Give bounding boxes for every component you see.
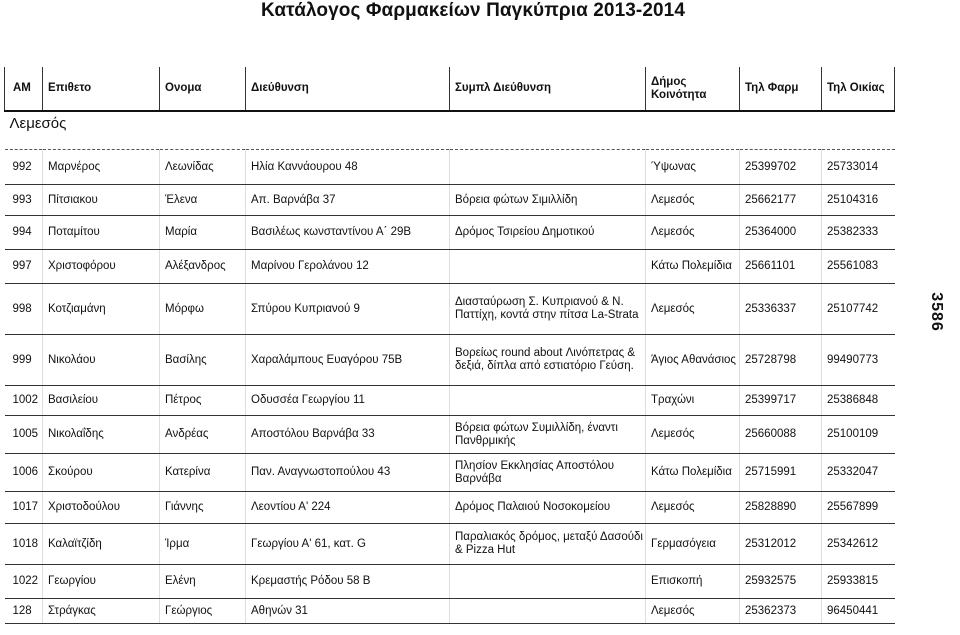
cell-am: 993 [5, 185, 43, 216]
cell-name: Ανδρέας [160, 416, 246, 454]
cell-surname: Χριστοφόρου [43, 250, 160, 284]
cell-tel-pharmacy: 25932575 [740, 565, 822, 599]
cell-name: Λεωνίδας [160, 150, 246, 185]
document-title: Κατάλογος Φαρμακείων Παγκύπρια 2013-2014 [260, 0, 685, 21]
table-row [5, 454, 895, 492]
cell-municipality: Κάτω Πολεμίδια [646, 454, 740, 492]
cell-municipality: Λεμεσός [646, 599, 740, 624]
pharmacy-table [4, 67, 895, 624]
cell-tel-pharmacy: 25662177 [740, 185, 822, 216]
cell-am: 1006 [5, 454, 43, 492]
cell-tel-home: 96450441 [822, 599, 895, 624]
cell-tel-pharmacy: 25364000 [740, 216, 822, 250]
cell-tel-home: 25382333 [822, 216, 895, 250]
table-row [5, 416, 895, 454]
cell-name: Μόρφω [160, 284, 246, 335]
cell-address: Μαρίνου Γερολάνου 12 [246, 250, 450, 284]
cell-municipality: Ύψωνας [646, 150, 740, 185]
cell-address: Λεοντίου Α' 224 [246, 492, 450, 524]
cell-am: 1005 [5, 416, 43, 454]
cell-tel-home: 25386848 [822, 386, 895, 416]
cell-name: Γεώργιος [160, 599, 246, 624]
cell-extra-address: Παραλιακός δρόμος, μεταξύ Δασούδι & Pizza Hut [450, 524, 646, 565]
cell-address: Κρεμαστής Ρόδου 58 Β [246, 565, 450, 599]
cell-am: 1022 [5, 565, 43, 599]
cell-address: Ηλία Καννάουρου 48 [246, 150, 450, 185]
cell-tel-home: 25933815 [822, 565, 895, 599]
cell-tel-pharmacy: 25312012 [740, 524, 822, 565]
cell-tel-home: 99490773 [822, 335, 895, 386]
cell-address: Παν. Αναγνωστοπούλου 43 [246, 454, 450, 492]
cell-address: Γεωργίου Α' 61, κατ. G [246, 524, 450, 565]
cell-tel-pharmacy: 25715991 [740, 454, 822, 492]
column-header-tel-home: Τηλ Οικίας [822, 67, 895, 111]
cell-municipality: Λεμεσός [646, 492, 740, 524]
section-title: Λεμεσός [5, 111, 895, 150]
cell-name: Γιάννης [160, 492, 246, 524]
table-row [5, 150, 895, 185]
table-row [5, 185, 895, 216]
cell-surname: Νικολαΐδης [43, 416, 160, 454]
cell-address: Αθηνών 31 [246, 599, 450, 624]
cell-municipality: Τραχώνι [646, 386, 740, 416]
table-row [5, 386, 895, 416]
column-header-municipality: Δήμος Κοινότητα [646, 67, 740, 111]
table-row [5, 335, 895, 386]
cell-municipality: Επισκοπή [646, 565, 740, 599]
cell-name: Ίρμα [160, 524, 246, 565]
cell-tel-pharmacy: 25399717 [740, 386, 822, 416]
cell-address: Βασιλέως κωνσταντίνου Α΄ 29Β [246, 216, 450, 250]
section-row [5, 111, 895, 150]
cell-name: Έλενα [160, 185, 246, 216]
cell-address: Απ. Βαρνάβα 37 [246, 185, 450, 216]
cell-extra-address: Δρόμος Παλαιού Νοσοκομείου [450, 492, 646, 524]
table-row [5, 250, 895, 284]
table-row [5, 284, 895, 335]
cell-tel-home: 25733014 [822, 150, 895, 185]
cell-municipality: Λεμεσός [646, 416, 740, 454]
cell-name: Πέτρος [160, 386, 246, 416]
cell-extra-address: Διασταύρωση Σ. Κυπριανού & Ν. Παττίχη, κοντά στην πίτσα La-Strata [450, 284, 646, 335]
cell-extra-address [450, 250, 646, 284]
cell-municipality: Λεμεσός [646, 216, 740, 250]
cell-municipality: Άγιος Αθανάσιος [646, 335, 740, 386]
cell-tel-home: 25332047 [822, 454, 895, 492]
column-header-extra-address: Συμπλ Διεύθυνση [450, 67, 646, 111]
cell-extra-address: Βόρεια φώτων Συμιλλίδη, έναντι Πανθρμικής [450, 416, 646, 454]
cell-surname: Πίτσιακου [43, 185, 160, 216]
column-header-name: Ονομα [160, 67, 246, 111]
cell-surname: Μαρνέρος [43, 150, 160, 185]
cell-extra-address [450, 599, 646, 624]
cell-tel-home: 25561083 [822, 250, 895, 284]
cell-name: Ελένη [160, 565, 246, 599]
column-header-tel-pharmacy: Τηλ Φαρμ [740, 67, 822, 111]
cell-surname: Στράγκας [43, 599, 160, 624]
cell-address: Αποστόλου Βαρνάβα 33 [246, 416, 450, 454]
cell-am: 1018 [5, 524, 43, 565]
cell-am: 999 [5, 335, 43, 386]
cell-surname: Σκούρου [43, 454, 160, 492]
cell-tel-home: 25104316 [822, 185, 895, 216]
cell-tel-pharmacy: 25661101 [740, 250, 822, 284]
cell-surname: Νικολάου [43, 335, 160, 386]
column-header-address: Διεύθυνση [246, 67, 450, 111]
cell-municipality: Κάτω Πολεμίδια [646, 250, 740, 284]
cell-am: 997 [5, 250, 43, 284]
cell-address: Σπύρου Κυπριανού 9 [246, 284, 450, 335]
cell-am: 992 [5, 150, 43, 185]
cell-am: 998 [5, 284, 43, 335]
cell-tel-home: 25107742 [822, 284, 895, 335]
cell-extra-address [450, 150, 646, 185]
cell-tel-pharmacy: 25660088 [740, 416, 822, 454]
cell-address: Χαραλάμπους Ευαγόρου 75Β [246, 335, 450, 386]
cell-tel-home: 25342612 [822, 524, 895, 565]
cell-extra-address: Βόρεια φώτων Σιμιλλίδη [450, 185, 646, 216]
table-row [5, 599, 895, 624]
cell-tel-pharmacy: 25728798 [740, 335, 822, 386]
table-row [5, 216, 895, 250]
cell-extra-address [450, 565, 646, 599]
page-number: 3586 [928, 292, 945, 332]
cell-am: 1017 [5, 492, 43, 524]
column-header-surname: Επιθετο [43, 67, 160, 111]
cell-name: Μαρία [160, 216, 246, 250]
cell-am: 994 [5, 216, 43, 250]
cell-name: Βασίλης [160, 335, 246, 386]
cell-surname: Καλαϊτζίδη [43, 524, 160, 565]
cell-extra-address: Βορείως round about Λινόπετρας & δεξιά, δίπλα από εστιατόριο Γεύση. [450, 335, 646, 386]
cell-tel-pharmacy: 25399702 [740, 150, 822, 185]
cell-surname: Γεωργίου [43, 565, 160, 599]
cell-name: Αλέξανδρος [160, 250, 246, 284]
cell-extra-address: Δρόμος Τσιρείου Δημοτικού [450, 216, 646, 250]
cell-am: 1002 [5, 386, 43, 416]
cell-tel-pharmacy: 25362373 [740, 599, 822, 624]
cell-municipality: Γερμασόγεια [646, 524, 740, 565]
cell-extra-address: Πλησίον Εκκλησίας Αποστόλου Βαρνάβα [450, 454, 646, 492]
cell-tel-pharmacy: 25828890 [740, 492, 822, 524]
cell-address: Οδυσσέα Γεωργίου 11 [246, 386, 450, 416]
cell-municipality: Λεμεσός [646, 284, 740, 335]
cell-tel-home: 25567899 [822, 492, 895, 524]
cell-surname: Χριστοδούλου [43, 492, 160, 524]
cell-surname: Ποταμίτου [43, 216, 160, 250]
cell-municipality: Λεμεσός [646, 185, 740, 216]
cell-am: 128 [5, 599, 43, 624]
cell-surname: Κοτζιαμάνη [43, 284, 160, 335]
table-header-row [5, 67, 895, 111]
cell-name: Κατερίνα [160, 454, 246, 492]
column-header-am: AM [5, 67, 43, 111]
cell-tel-pharmacy: 25336337 [740, 284, 822, 335]
table-row [5, 565, 895, 599]
cell-extra-address [450, 386, 646, 416]
table-row [5, 492, 895, 524]
cell-tel-home: 25100109 [822, 416, 895, 454]
cell-surname: Βασιλείου [43, 386, 160, 416]
table-row [5, 524, 895, 565]
